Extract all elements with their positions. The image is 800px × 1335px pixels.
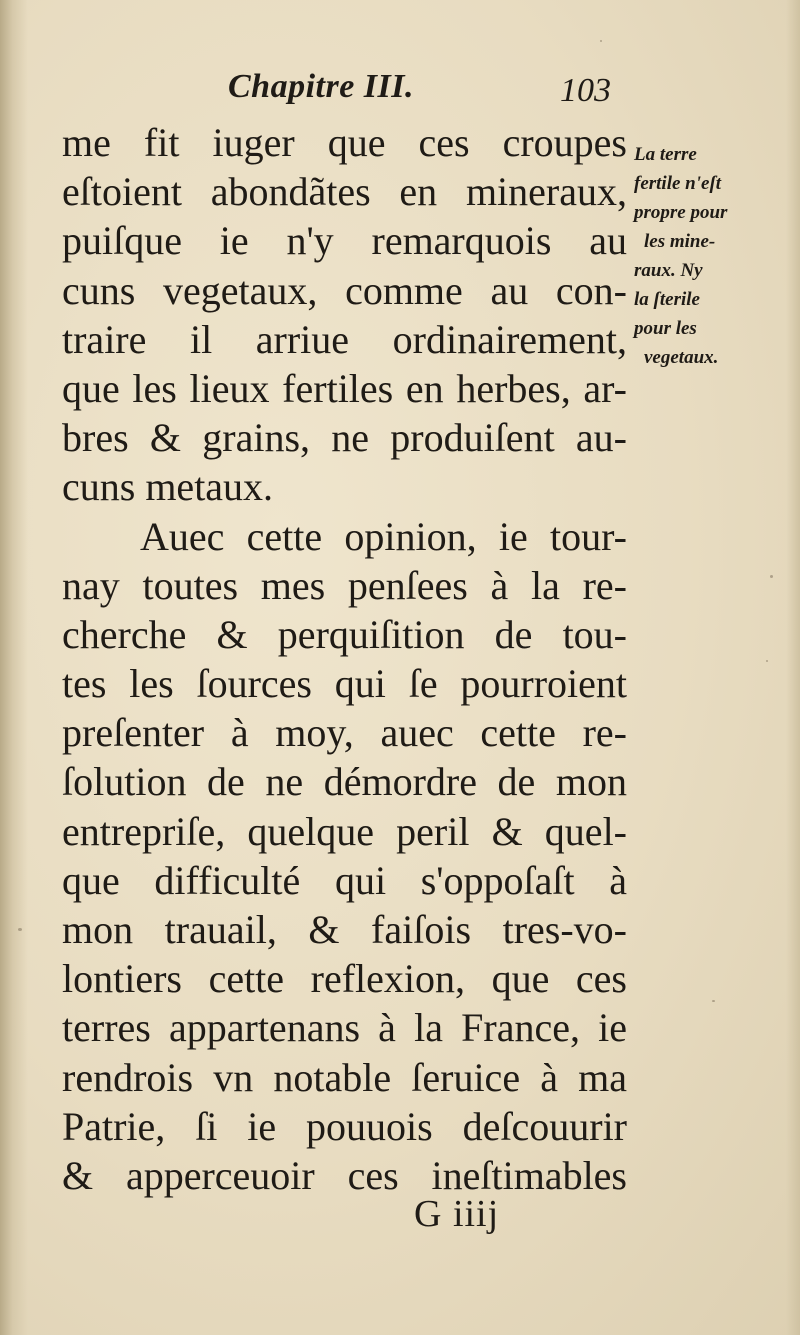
margin-note-line: raux. Ny xyxy=(634,260,703,281)
text-line: ſolution de ne démordre de mon xyxy=(62,759,627,805)
text-line: eſtoient abondãtes en mineraux, xyxy=(62,169,627,215)
text-line: que difficulté qui s'oppoſaſt à xyxy=(62,857,627,903)
margin-note-line: propre pour xyxy=(634,202,728,223)
text-line: puiſque ie n'y remarquois au xyxy=(62,218,627,264)
paper-speck xyxy=(600,40,602,42)
text-line: & apperceuoir ces ineſtimables xyxy=(62,1152,627,1198)
text-line: lontiers cette reflexion, que ces xyxy=(62,956,627,1002)
text-line: rendrois vn notable ſeruice à ma xyxy=(62,1054,627,1100)
text-line: cherche & perquiſition de tou- xyxy=(62,611,627,657)
text-line: tes les ſources qui ſe pourroient xyxy=(62,661,627,707)
paper-speck xyxy=(18,928,22,931)
text-line: cuns vegetaux, comme au con- xyxy=(62,267,627,313)
paper-speck xyxy=(770,575,773,578)
text-line: que les lieux fertiles en herbes, ar- xyxy=(62,365,627,411)
text-line: mon trauail, & faiſois tres-vo- xyxy=(62,907,627,952)
margin-note-line: les mine- xyxy=(644,231,716,252)
page-header xyxy=(0,62,800,112)
binding-shadow xyxy=(0,0,28,1335)
text-line: Patrie, ſi ie pouuois deſcouurir xyxy=(62,1103,627,1149)
signature-mark: G iiij xyxy=(414,1193,500,1235)
text-line: terres appartenans à la France, ie xyxy=(62,1005,627,1051)
margin-note-line: fertile n'eſt xyxy=(634,173,722,194)
text-line: bres & grains, ne produiſent au- xyxy=(62,415,627,461)
margin-note-line: vegetaux. xyxy=(644,347,719,368)
running-head: Chapitre III. xyxy=(228,68,414,105)
paper-speck xyxy=(712,1000,715,1002)
paper-speck xyxy=(766,660,768,662)
margin-note xyxy=(634,140,794,372)
text-line: traire il arriue ordinairement, xyxy=(62,316,627,362)
text-line: preſenter à moy, auec cette re- xyxy=(62,710,627,756)
text-line: nay toutes mes penſees à la re- xyxy=(62,562,627,608)
page-number: 103 xyxy=(560,72,611,109)
margin-note-line: pour les xyxy=(634,318,697,339)
paragraph-start-line: Auec cette opinion, ie tour- xyxy=(140,513,627,559)
text-line: cuns metaux. xyxy=(62,464,274,510)
margin-note-line: la ſterile xyxy=(634,289,700,310)
body-text xyxy=(62,118,627,1200)
text-line: me fit iuger que ces croupes xyxy=(62,120,627,165)
margin-note-line: La terre xyxy=(634,144,697,165)
text-line: entrepriſe, quelque peril & quel- xyxy=(62,808,627,854)
